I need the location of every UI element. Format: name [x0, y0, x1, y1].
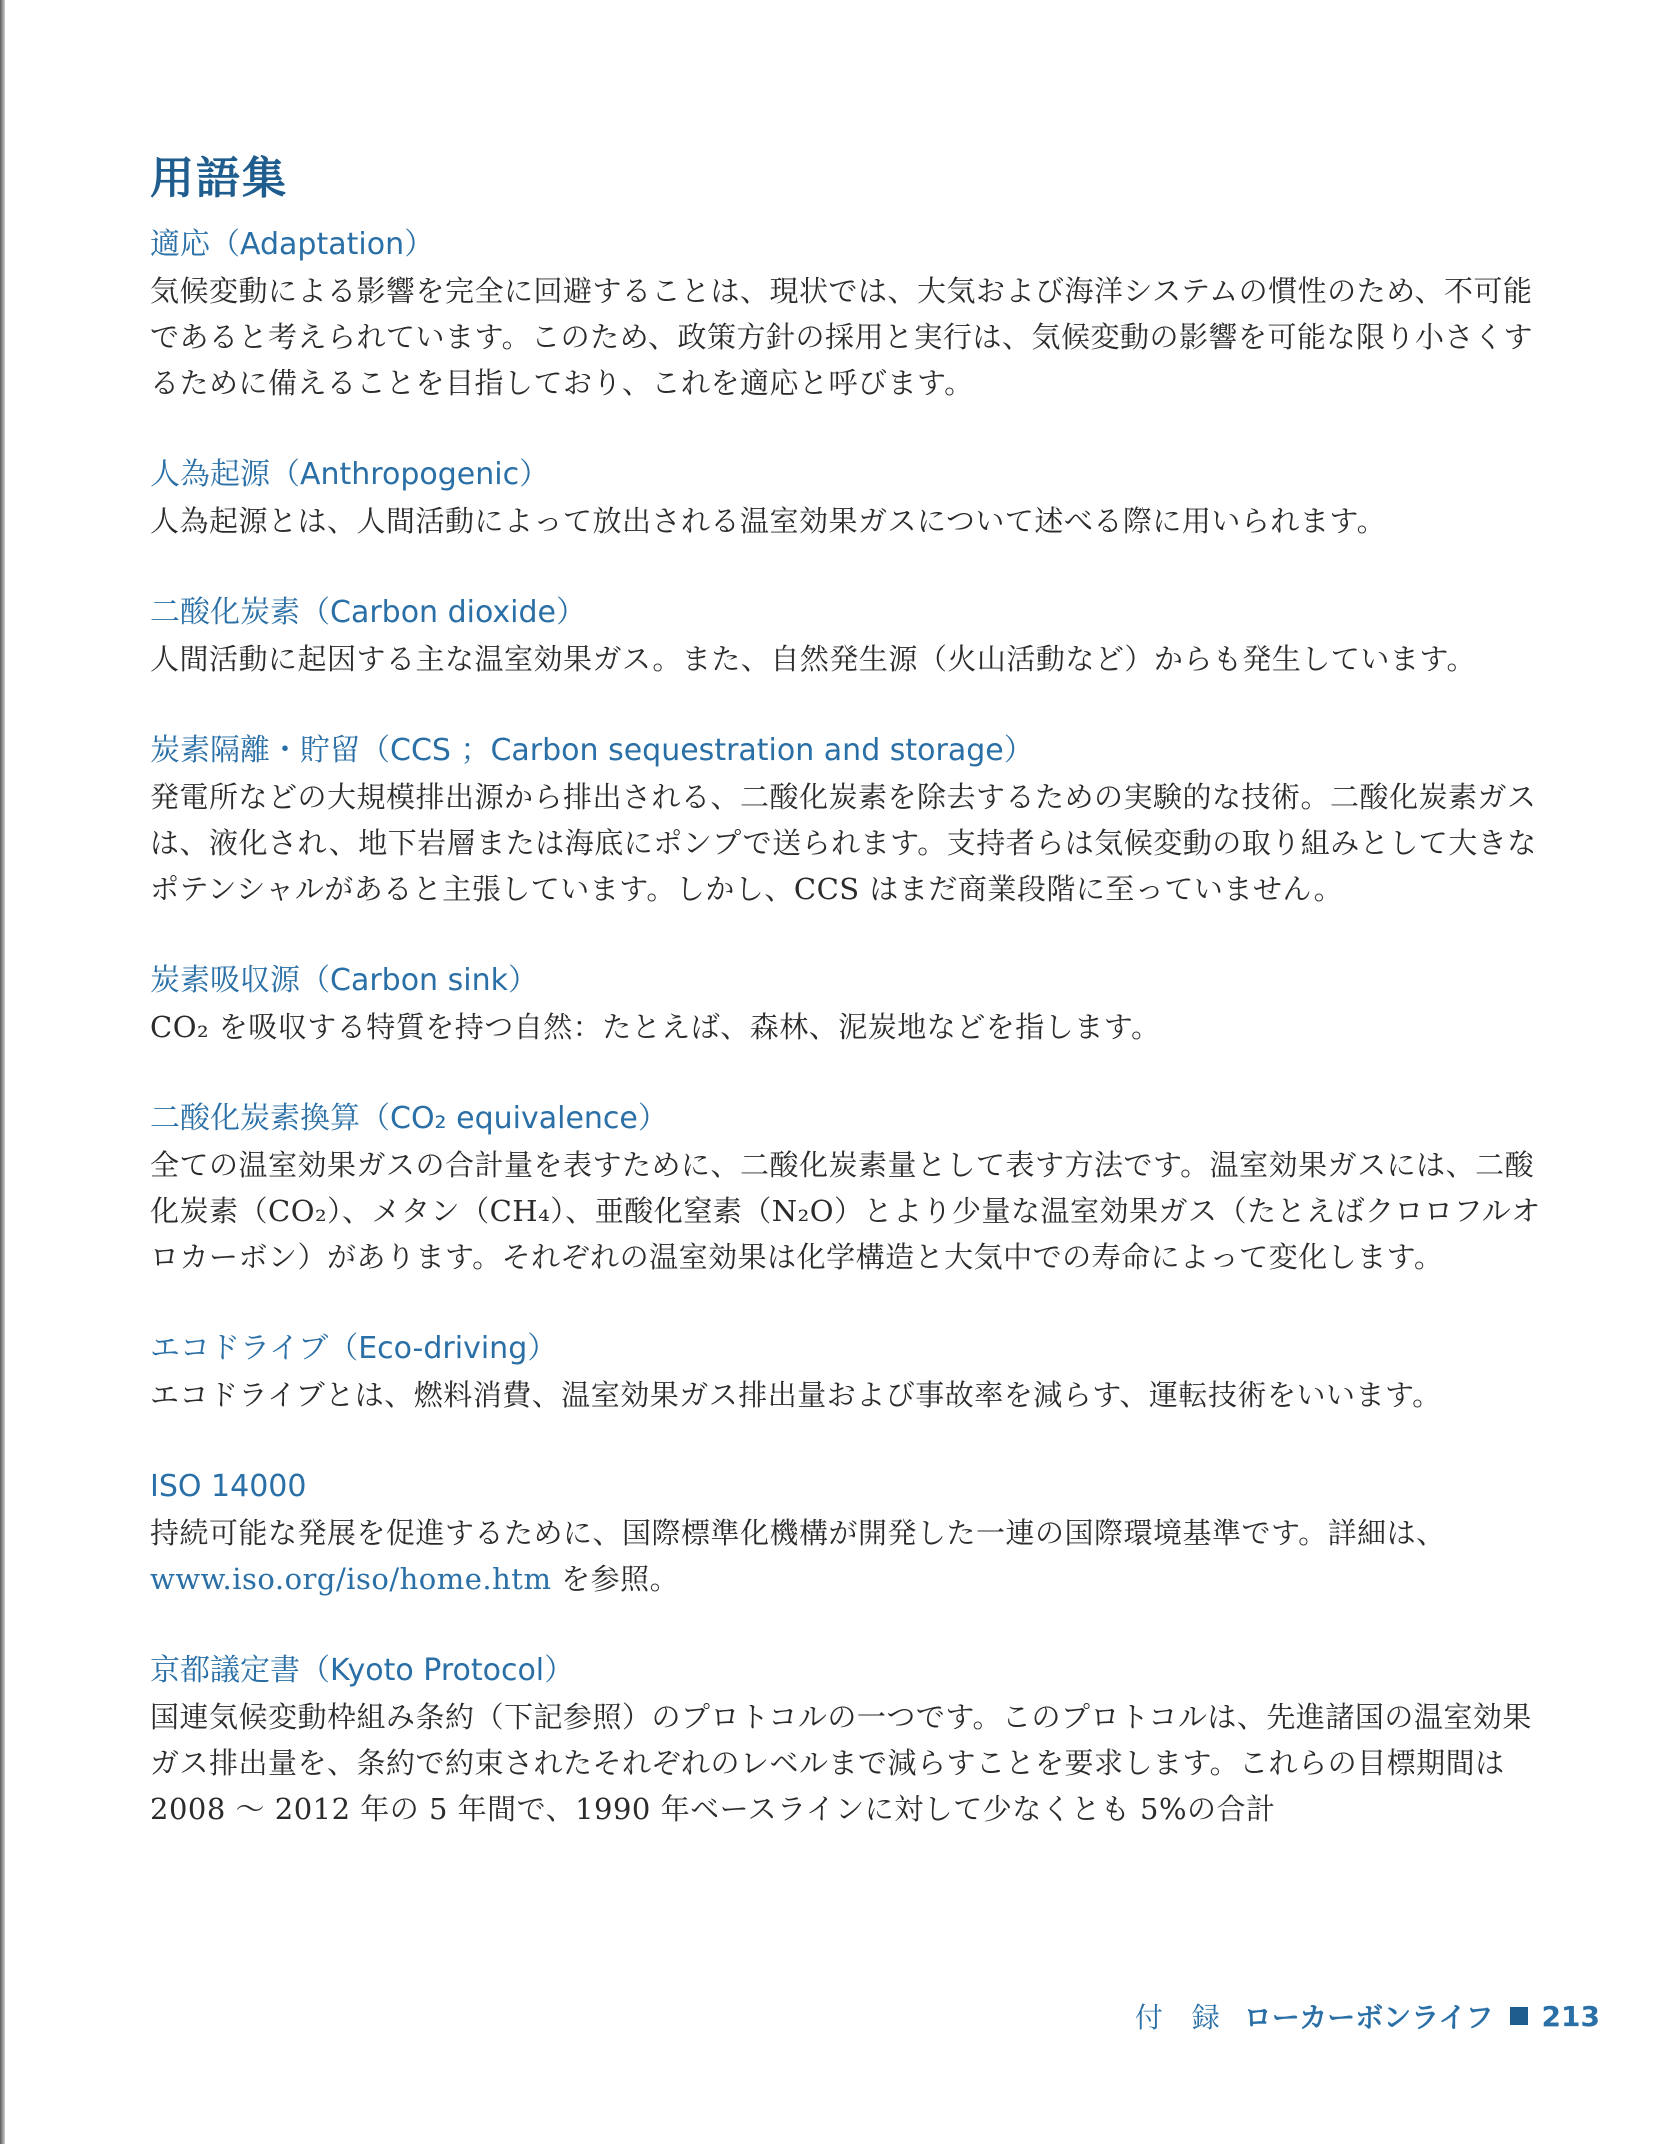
glossary-definition: CO₂ を吸収する特質を持つ自然：たとえば、森林、泥炭地などを指します。 [150, 1010, 1161, 1044]
glossary-entry [150, 958, 1560, 1050]
glossary-definition: 国連気候変動枠組み条約（下記参照）のプロトコルの一つです。このプロトコルは、先進諸国の温室効果ガス排出量を、条約で約束されたそれぞれのレベルまで減らすことを要求します。これらの目標期間は 2008 ～ 2012 年の 5 年間で、1990 年ベースラインに対して少なくとも 5%の合計 [150, 1700, 1532, 1826]
page-number: 213 [1541, 1999, 1600, 2033]
glossary-term: ISO 14000 [150, 1469, 307, 1504]
glossary-entry [150, 452, 1560, 544]
page-binding-edge [0, 0, 5, 2144]
glossary-definition: 気候変動による影響を完全に回避することは、現状では、大気および海洋システムの慣性のため、不可能であると考えられています。このため、政策方針の採用と実行は、気候変動の影響を可能な限り小さくするために備えることを目指しており、これを適応と呼びます。 [150, 274, 1534, 400]
iso-link[interactable]: www.iso.org/iso/home.htm [150, 1562, 552, 1596]
glossary-term: 二酸化炭素（Carbon dioxide） [150, 595, 587, 630]
glossary-definition: 人為起源とは、人間活動によって放出される温室効果ガスについて述べる際に用いられます。 [150, 504, 1387, 538]
glossary-content [150, 150, 1560, 1878]
glossary-entry [150, 1326, 1560, 1418]
glossary-term: 人為起源（Anthropogenic） [150, 457, 550, 492]
glossary-definition [150, 1510, 1560, 1602]
square-icon [1510, 2007, 1528, 2025]
glossary-term: 炭素吸収源（Carbon sink） [150, 963, 538, 998]
glossary-entry [150, 222, 1560, 406]
definition-suffix: を参照。 [551, 1562, 680, 1596]
page-title: 用語集 [150, 153, 288, 204]
glossary-term: 京都議定書（Kyoto Protocol） [150, 1653, 575, 1688]
glossary-entry [150, 728, 1560, 912]
glossary-definition: 全ての温室効果ガスの合計量を表すために、二酸化炭素量として表す方法です。温室効果ガスには、二酸化炭素（CO₂）、メタン（CH₄）、亜酸化窒素（N₂O）とより少量な温室効果ガス（たとえばクロロフルオロカーボン）があります。それぞれの温室効果は化学構造と大気中での寿命によって変化します。 [150, 1148, 1541, 1274]
glossary-entry [150, 1096, 1560, 1280]
glossary-term: 二酸化炭素換算（CO₂ equivalence） [150, 1101, 668, 1136]
glossary-definition: 発電所などの大規模排出源から排出される、二酸化炭素を除去するための実験的な技術。二酸化炭素ガスは、液化され、地下岩層または海底にポンプで送られます。支持者らは気候変動の取り組みとして大きなポテンシャルがあると主張しています。しかし、CCS はまだ商業段階に至っていません。 [150, 780, 1537, 906]
glossary-entry [150, 1464, 1560, 1602]
glossary-term: 適応（Adaptation） [150, 227, 435, 262]
footer-section-label: 付 録 [1134, 2001, 1230, 2034]
definition-text: 持続可能な発展を促進するために、国際標準化機構が開発した一連の国際環境基準です。詳細は、 [150, 1516, 1446, 1550]
glossary-term: エコドライブ（Eco-driving） [150, 1331, 558, 1366]
glossary-entry [150, 590, 1560, 682]
glossary-definition: 人間活動に起因する主な温室効果ガス。また、自然発生源（火山活動など）からも発生しています。 [150, 642, 1477, 676]
page-footer [1135, 1996, 1600, 2036]
footer-book-title: ローカーボンライフ [1243, 2001, 1494, 2034]
glossary-term: 炭素隔離・貯留（CCS ；Carbon sequestration and storage） [150, 733, 1034, 768]
glossary-definition: エコドライブとは、燃料消費、温室効果ガス排出量および事故率を減らす、運転技術をいいます。 [150, 1378, 1442, 1412]
glossary-entry [150, 1648, 1560, 1832]
